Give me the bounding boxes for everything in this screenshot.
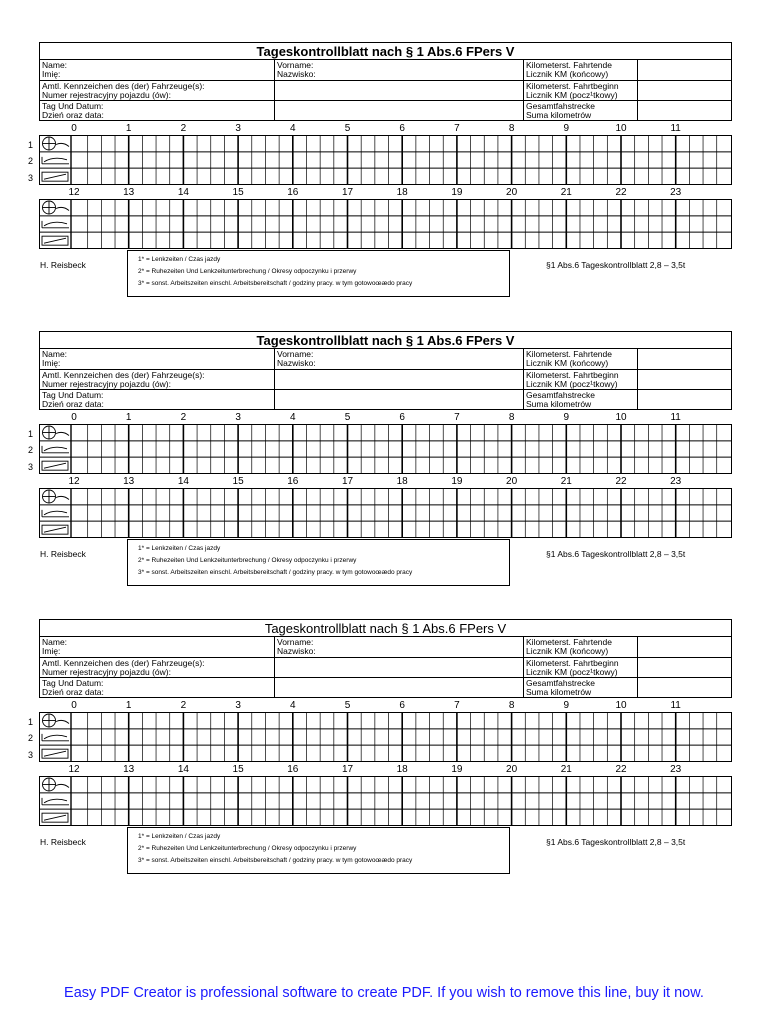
- first-name-label: Vorname:: [277, 60, 314, 70]
- hour-label: 0: [71, 700, 77, 711]
- hour-label: 13: [123, 476, 135, 487]
- plate-label: Amtl. Kennzeichen des (der) Fahrzeuge(s):: [42, 81, 205, 91]
- hour-label: 12: [68, 764, 80, 775]
- hour-label: 11: [670, 123, 681, 134]
- hour-label: 14: [177, 476, 189, 487]
- km-start-label-pl: Licznik KM (pocz¹tkowy): [526, 379, 618, 389]
- hour-label: 21: [560, 476, 572, 487]
- regulation-reference: §1 Abs.6 Tageskontrollblatt 2,8 – 3,5t: [546, 837, 686, 847]
- total-km-label-pl: Suma kilometrów: [526, 399, 592, 409]
- row-number: 1: [28, 140, 34, 150]
- control-sheet-2: [0, 331, 768, 601]
- plate-label: Amtl. Kennzeichen des (der) Fahrzeuge(s):: [42, 370, 205, 380]
- hour-label: 10: [615, 123, 627, 134]
- hour-label: 5: [344, 123, 351, 134]
- steering-wheel-icon: [43, 714, 70, 727]
- hour-label: 1: [125, 700, 132, 711]
- hour-label: 16: [287, 764, 299, 775]
- total-km-label-pl: Suma kilometrów: [526, 687, 592, 697]
- hour-label: 3: [235, 412, 241, 423]
- time-grid-svg[interactable]: [39, 712, 732, 762]
- sheet-info-table: [39, 60, 732, 121]
- legend-item: 3* = sonst. Arbeitszeiten einschl. Arbeitsbereitschaft / godziny pracy. w tym gotowoœædo pracy: [138, 280, 413, 287]
- hour-label: 16: [287, 476, 299, 487]
- hour-label: 19: [451, 476, 463, 487]
- first-name-label-pl: Nazwisko:: [277, 646, 316, 656]
- row-number: 2: [28, 156, 34, 166]
- hour-label: 19: [451, 187, 463, 198]
- hour-labels-pm: [39, 476, 732, 488]
- work-hammer-icon: [42, 525, 68, 534]
- km-start-label: Kilometerst. Fahrtbeginn: [526, 81, 619, 91]
- first-name-label-pl: Nazwisko:: [277, 358, 316, 368]
- hour-label: 23: [670, 764, 682, 775]
- author-name: H. Reisbeck: [40, 260, 86, 270]
- hour-labels-am: [39, 412, 732, 424]
- hour-label: 17: [341, 476, 354, 487]
- hour-label: 22: [615, 476, 627, 487]
- hour-label: 7: [454, 123, 460, 134]
- total-km-label: Gesamtfahstrecke: [526, 390, 595, 400]
- sheet-info-table: [39, 637, 732, 698]
- author-name: H. Reisbeck: [40, 549, 86, 559]
- date-label: Tag Und Datum:: [42, 101, 104, 111]
- hour-label: 18: [396, 476, 408, 487]
- hour-labels-am: [39, 123, 732, 135]
- time-grid-pm[interactable]: [39, 199, 732, 249]
- hour-label: 2: [180, 123, 187, 134]
- date-label-pl: Dzień oraz data:: [42, 399, 104, 409]
- hour-label: 6: [399, 412, 405, 423]
- legend-item: 1* = Lenkzeiten / Czas jazdy: [138, 545, 221, 552]
- hour-label: 17: [341, 187, 354, 198]
- steering-wheel-icon: [43, 137, 70, 150]
- hour-label: 8: [508, 700, 515, 711]
- bed-icon: [42, 221, 69, 228]
- hour-label: 21: [560, 187, 572, 198]
- row-number: 2: [28, 445, 34, 455]
- sheet-info-table: [39, 349, 732, 410]
- hour-label: 12: [68, 476, 80, 487]
- hour-label: 3: [235, 700, 241, 711]
- date-label-pl: Dzień oraz data:: [42, 110, 104, 120]
- legend-item: 3* = sonst. Arbeitszeiten einschl. Arbeitsbereitschaft / godziny pracy. w tym gotowoœædo pracy: [138, 569, 413, 576]
- control-sheet-1: [0, 42, 768, 312]
- hour-label: 4: [290, 123, 296, 134]
- row-number: 3: [28, 750, 34, 760]
- time-grid-am[interactable]: [39, 424, 732, 474]
- km-start-label: Kilometerst. Fahrtbeginn: [526, 370, 619, 380]
- pdf-creator-footer[interactable]: Easy PDF Creator is professional software to create PDF. If you wish to remove this line, buy it now.: [64, 985, 704, 1001]
- hour-label: 9: [563, 412, 570, 423]
- row-number: 2: [28, 733, 34, 743]
- legend-item: 2* = Ruhezeiten Und Lenkzeitunterbrechung / Okresy odpoczynku i przerwy: [138, 268, 357, 275]
- hour-labels-pm: [39, 764, 732, 776]
- first-name-label-pl: Nazwisko:: [277, 69, 316, 79]
- hour-label: 0: [71, 123, 77, 134]
- date-label: Tag Und Datum:: [42, 678, 104, 688]
- row-number: 3: [28, 173, 34, 183]
- legend-item: 1* = Lenkzeiten / Czas jazdy: [138, 256, 221, 263]
- hour-label: 15: [232, 476, 244, 487]
- legend-item: 2* = Ruhezeiten Und Lenkzeitunterbrechung / Okresy odpoczynku i przerwy: [138, 845, 357, 852]
- work-hammer-icon: [42, 236, 68, 245]
- hour-label: 20: [506, 764, 518, 775]
- hour-labels-pm: [39, 187, 732, 199]
- steering-wheel-icon: [43, 778, 70, 791]
- hour-label: 0: [71, 412, 77, 423]
- legend-box: [127, 827, 510, 874]
- km-end-label-pl: Licznik KM (końcowy): [526, 69, 609, 79]
- hour-label: 12: [68, 187, 80, 198]
- time-grid-svg[interactable]: [39, 488, 732, 538]
- hour-label: 4: [290, 412, 296, 423]
- hour-label: 8: [508, 123, 515, 134]
- hour-label: 9: [563, 123, 570, 134]
- hour-label: 14: [177, 187, 189, 198]
- hour-label: 2: [180, 412, 187, 423]
- hour-label: 14: [177, 764, 189, 775]
- time-grid-svg[interactable]: [39, 135, 732, 185]
- regulation-reference: §1 Abs.6 Tageskontrollblatt 2,8 – 3,5t: [546, 549, 686, 559]
- regulation-reference: §1 Abs.6 Tageskontrollblatt 2,8 – 3,5t: [546, 260, 686, 270]
- name-label: Name:: [42, 60, 68, 70]
- hour-label: 13: [123, 764, 135, 775]
- hour-label: 1: [125, 123, 132, 134]
- work-hammer-icon: [42, 813, 68, 822]
- hour-label: 8: [508, 412, 515, 423]
- time-grid-am[interactable]: [39, 712, 732, 762]
- hour-label: 19: [451, 764, 463, 775]
- hour-label: 3: [235, 123, 241, 134]
- legend-box: [127, 539, 510, 586]
- name-label-pl: Imię:: [42, 69, 61, 79]
- plate-label: Amtl. Kennzeichen des (der) Fahrzeuge(s):: [42, 658, 205, 668]
- name-label-pl: Imię:: [42, 358, 61, 368]
- hour-label: 22: [615, 764, 627, 775]
- hour-label: 7: [454, 700, 460, 711]
- hour-label: 20: [506, 476, 518, 487]
- km-end-label: Kilometerst. Fahrtende: [526, 60, 612, 70]
- hour-labels-am: [39, 700, 732, 712]
- hour-label: 16: [287, 187, 299, 198]
- legend-box: [127, 250, 510, 297]
- hour-label: 15: [232, 187, 244, 198]
- hour-label: 23: [670, 476, 682, 487]
- first-name-label: Vorname:: [277, 349, 314, 359]
- hour-label: 1: [125, 412, 132, 423]
- plate-label-pl: Numer rejestracyjny pojazdu (ów):: [42, 379, 171, 389]
- steering-wheel-icon: [43, 201, 70, 214]
- hour-label: 2: [180, 700, 187, 711]
- hour-label: 18: [396, 187, 408, 198]
- date-label: Tag Und Datum:: [42, 390, 104, 400]
- hour-label: 4: [290, 700, 296, 711]
- legend-item: 3* = sonst. Arbeitszeiten einschl. Arbeitsbereitschaft / godziny pracy. w tym gotowoœædo pracy: [138, 857, 413, 864]
- time-grid-svg[interactable]: [39, 199, 732, 249]
- hour-label: 5: [344, 700, 351, 711]
- name-label-pl: Imię:: [42, 646, 61, 656]
- bed-icon: [42, 798, 69, 805]
- km-end-label: Kilometerst. Fahrtende: [526, 637, 612, 647]
- bed-icon: [42, 734, 69, 741]
- sheet-title: Tageskontrollblatt nach § 1 Abs.6 FPers V: [39, 42, 732, 60]
- time-grid-am[interactable]: [39, 135, 732, 185]
- time-grid-pm[interactable]: [39, 488, 732, 538]
- first-name-label: Vorname:: [277, 637, 314, 647]
- total-km-label: Gesamtfahstrecke: [526, 678, 595, 688]
- author-name: H. Reisbeck: [40, 837, 86, 847]
- sheet-title: Tageskontrollblatt nach § 1 Abs.6 FPers V: [39, 619, 732, 637]
- hour-label: 15: [232, 764, 244, 775]
- row-number: 3: [28, 462, 34, 472]
- hour-label: 10: [615, 412, 627, 423]
- work-hammer-icon: [42, 749, 68, 758]
- hour-label: 17: [341, 764, 354, 775]
- steering-wheel-icon: [43, 426, 70, 439]
- km-end-label-pl: Licznik KM (końcowy): [526, 646, 609, 656]
- plate-label-pl: Numer rejestracyjny pojazdu (ów):: [42, 90, 171, 100]
- legend-item: 1* = Lenkzeiten / Czas jazdy: [138, 833, 221, 840]
- work-hammer-icon: [42, 172, 68, 181]
- row-number: 1: [28, 429, 34, 439]
- total-km-label-pl: Suma kilometrów: [526, 110, 592, 120]
- hour-label: 6: [399, 123, 405, 134]
- work-hammer-icon: [42, 461, 68, 470]
- km-start-label-pl: Licznik KM (pocz¹tkowy): [526, 90, 618, 100]
- hour-label: 22: [615, 187, 627, 198]
- hour-label: 5: [344, 412, 351, 423]
- hour-label: 7: [454, 412, 460, 423]
- bed-icon: [42, 446, 69, 453]
- km-end-label: Kilometerst. Fahrtende: [526, 349, 612, 359]
- km-start-label-pl: Licznik KM (pocz¹tkowy): [526, 667, 618, 677]
- name-label: Name:: [42, 637, 68, 647]
- steering-wheel-icon: [43, 490, 70, 503]
- bed-icon: [42, 510, 69, 517]
- km-start-label: Kilometerst. Fahrtbeginn: [526, 658, 619, 668]
- row-number: 1: [28, 717, 34, 727]
- km-end-label-pl: Licznik KM (końcowy): [526, 358, 609, 368]
- legend-item: 2* = Ruhezeiten Und Lenkzeitunterbrechung / Okresy odpoczynku i przerwy: [138, 557, 357, 564]
- sheet-title: Tageskontrollblatt nach § 1 Abs.6 FPers V: [39, 331, 732, 349]
- hour-label: 23: [670, 187, 682, 198]
- hour-label: 10: [615, 700, 627, 711]
- hour-label: 6: [399, 700, 405, 711]
- date-label-pl: Dzień oraz data:: [42, 687, 104, 697]
- time-grid-pm[interactable]: [39, 776, 732, 826]
- hour-label: 20: [506, 187, 518, 198]
- hour-label: 21: [560, 764, 572, 775]
- hour-label: 18: [396, 764, 408, 775]
- hour-label: 11: [670, 700, 681, 711]
- total-km-label: Gesamtfahstrecke: [526, 101, 595, 111]
- plate-label-pl: Numer rejestracyjny pojazdu (ów):: [42, 667, 171, 677]
- time-grid-svg[interactable]: [39, 424, 732, 474]
- time-grid-svg[interactable]: [39, 776, 732, 826]
- hour-label: 9: [563, 700, 570, 711]
- hour-label: 13: [123, 187, 135, 198]
- name-label: Name:: [42, 349, 68, 359]
- hour-label: 11: [670, 412, 681, 423]
- bed-icon: [42, 157, 69, 164]
- control-sheet-3: [0, 619, 768, 889]
